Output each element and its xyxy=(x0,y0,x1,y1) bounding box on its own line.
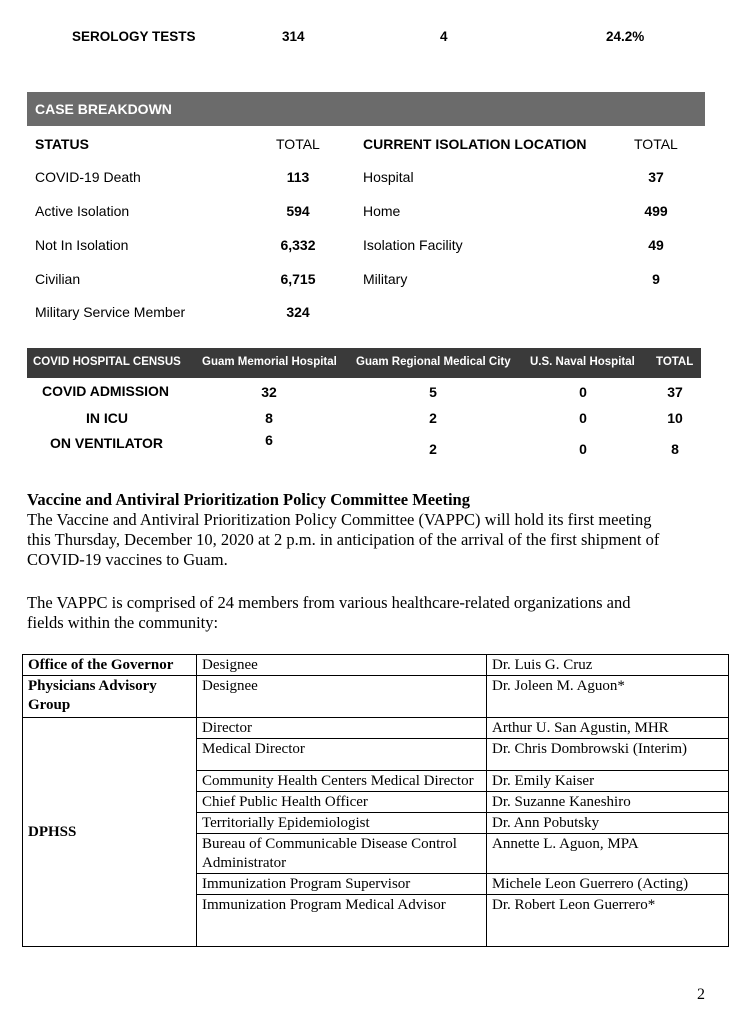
vappc-paragraph-line: The VAPPC is comprised of 24 members from various healthcare-related organizations and xyxy=(27,593,631,612)
census-col-grmc: Guam Regional Medical City xyxy=(356,356,511,368)
case-breakdown-title: CASE BREAKDOWN xyxy=(35,101,172,117)
role-cell: Territorially Epidemiologist xyxy=(197,813,487,834)
serology-value-2: 4 xyxy=(440,29,448,44)
table-row xyxy=(23,676,729,718)
status-value: 113 xyxy=(286,169,310,185)
vappc-paragraph-line: The Vaccine and Antiviral Prioritization Policy Committee (VAPPC) will hold its first meeting xyxy=(27,510,652,529)
census-gmh-value: 8 xyxy=(265,410,273,426)
location-value: 37 xyxy=(648,169,664,185)
census-row-label: ON VENTILATOR xyxy=(50,435,164,451)
census-total-value: 10 xyxy=(667,410,683,426)
org-cell: Physicians Advisory Group xyxy=(23,676,197,718)
census-grmc-value: 5 xyxy=(429,384,437,400)
census-navy-value: 0 xyxy=(579,410,587,426)
vappc-paragraph-line: this Thursday, December 10, 2020 at 2 p.m. in anticipation of the arrival of the first shipment of xyxy=(27,530,660,549)
table-row xyxy=(23,655,729,676)
vappc-paragraph-line: COVID-19 vaccines to Guam. xyxy=(27,550,228,569)
location-header: CURRENT ISOLATION LOCATION xyxy=(363,136,587,152)
census-navy-value: 0 xyxy=(579,384,587,400)
name-cell: Dr. Suzanne Kaneshiro xyxy=(487,792,729,813)
name-cell: Arthur U. San Agustin, MHR xyxy=(487,718,729,739)
location-label: Home xyxy=(363,203,401,219)
status-value: 6,715 xyxy=(280,271,316,287)
status-value: 594 xyxy=(286,203,310,219)
census-header xyxy=(27,348,701,378)
name-cell: Dr. Chris Dombrowski (Interim) xyxy=(487,739,729,771)
status-label: Active Isolation xyxy=(35,203,130,219)
serology-value-1: 314 xyxy=(282,29,305,44)
name-cell: Michele Leon Guerrero (Acting) xyxy=(487,874,729,895)
census-navy-value: 0 xyxy=(579,441,587,457)
page-number: 2 xyxy=(697,986,705,1003)
role-cell: Immunization Program Supervisor xyxy=(197,874,487,895)
vappc-heading: Vaccine and Antiviral Prioritization Policy Committee Meeting xyxy=(27,490,470,509)
census-col-navy: U.S. Naval Hospital xyxy=(530,356,635,368)
census-grmc-value: 2 xyxy=(429,441,437,457)
location-value: 499 xyxy=(644,203,668,219)
serology-label: SEROLOGY TESTS xyxy=(72,29,196,44)
role-cell: Community Health Centers Medical Director xyxy=(197,771,487,792)
role-cell: Designee xyxy=(197,676,487,718)
status-label: COVID-19 Death xyxy=(35,169,141,185)
status-label: Civilian xyxy=(35,271,81,287)
role-cell: Bureau of Communicable Disease Control Administrator xyxy=(197,834,487,874)
name-cell: Dr. Robert Leon Guerrero* xyxy=(487,895,729,947)
role-cell: Director xyxy=(197,718,487,739)
census-row-label: IN ICU xyxy=(86,410,128,426)
status-label: Not In Isolation xyxy=(35,237,129,253)
serology-percent: 24.2% xyxy=(606,29,645,44)
location-value: 49 xyxy=(648,237,664,253)
org-cell: Office of the Governor xyxy=(23,655,197,676)
location-value: 9 xyxy=(652,271,660,287)
census-col-total: TOTAL xyxy=(656,356,694,368)
role-cell: Immunization Program Medical Advisor xyxy=(197,895,487,947)
census-row-label: COVID ADMISSION xyxy=(42,383,170,399)
location-label: Hospital xyxy=(363,169,414,185)
census-col-gmh: Guam Memorial Hospital xyxy=(202,356,337,368)
role-cell: Chief Public Health Officer xyxy=(197,792,487,813)
census-grmc-value: 2 xyxy=(429,410,437,426)
status-value: 6,332 xyxy=(280,237,316,253)
name-cell: Dr. Joleen M. Aguon* xyxy=(487,676,729,718)
status-value: 324 xyxy=(286,304,310,320)
census-total-value: 8 xyxy=(671,441,679,457)
role-cell: Medical Director xyxy=(197,739,487,771)
location-label: Military xyxy=(363,271,408,287)
org-cell: DPHSS xyxy=(23,718,197,947)
status-header: STATUS xyxy=(35,136,89,152)
name-cell: Dr. Luis G. Cruz xyxy=(487,655,729,676)
case-breakdown-header xyxy=(27,92,705,126)
name-cell: Dr. Emily Kaiser xyxy=(487,771,729,792)
name-cell: Dr. Ann Pobutsky xyxy=(487,813,729,834)
location-label: Isolation Facility xyxy=(363,237,463,253)
census-title: COVID HOSPITAL CENSUS xyxy=(33,356,181,368)
status-total-header: TOTAL xyxy=(276,136,320,152)
table-row xyxy=(23,718,729,739)
members-table xyxy=(22,654,729,947)
vappc-paragraph-line: fields within the community: xyxy=(27,613,219,632)
census-gmh-value: 32 xyxy=(261,384,277,400)
census-gmh-value: 6 xyxy=(265,432,273,448)
census-total-value: 37 xyxy=(667,384,683,400)
location-total-header: TOTAL xyxy=(634,136,678,152)
role-cell: Designee xyxy=(197,655,487,676)
name-cell: Annette L. Aguon, MPA xyxy=(487,834,729,874)
status-label: Military Service Member xyxy=(35,304,186,320)
